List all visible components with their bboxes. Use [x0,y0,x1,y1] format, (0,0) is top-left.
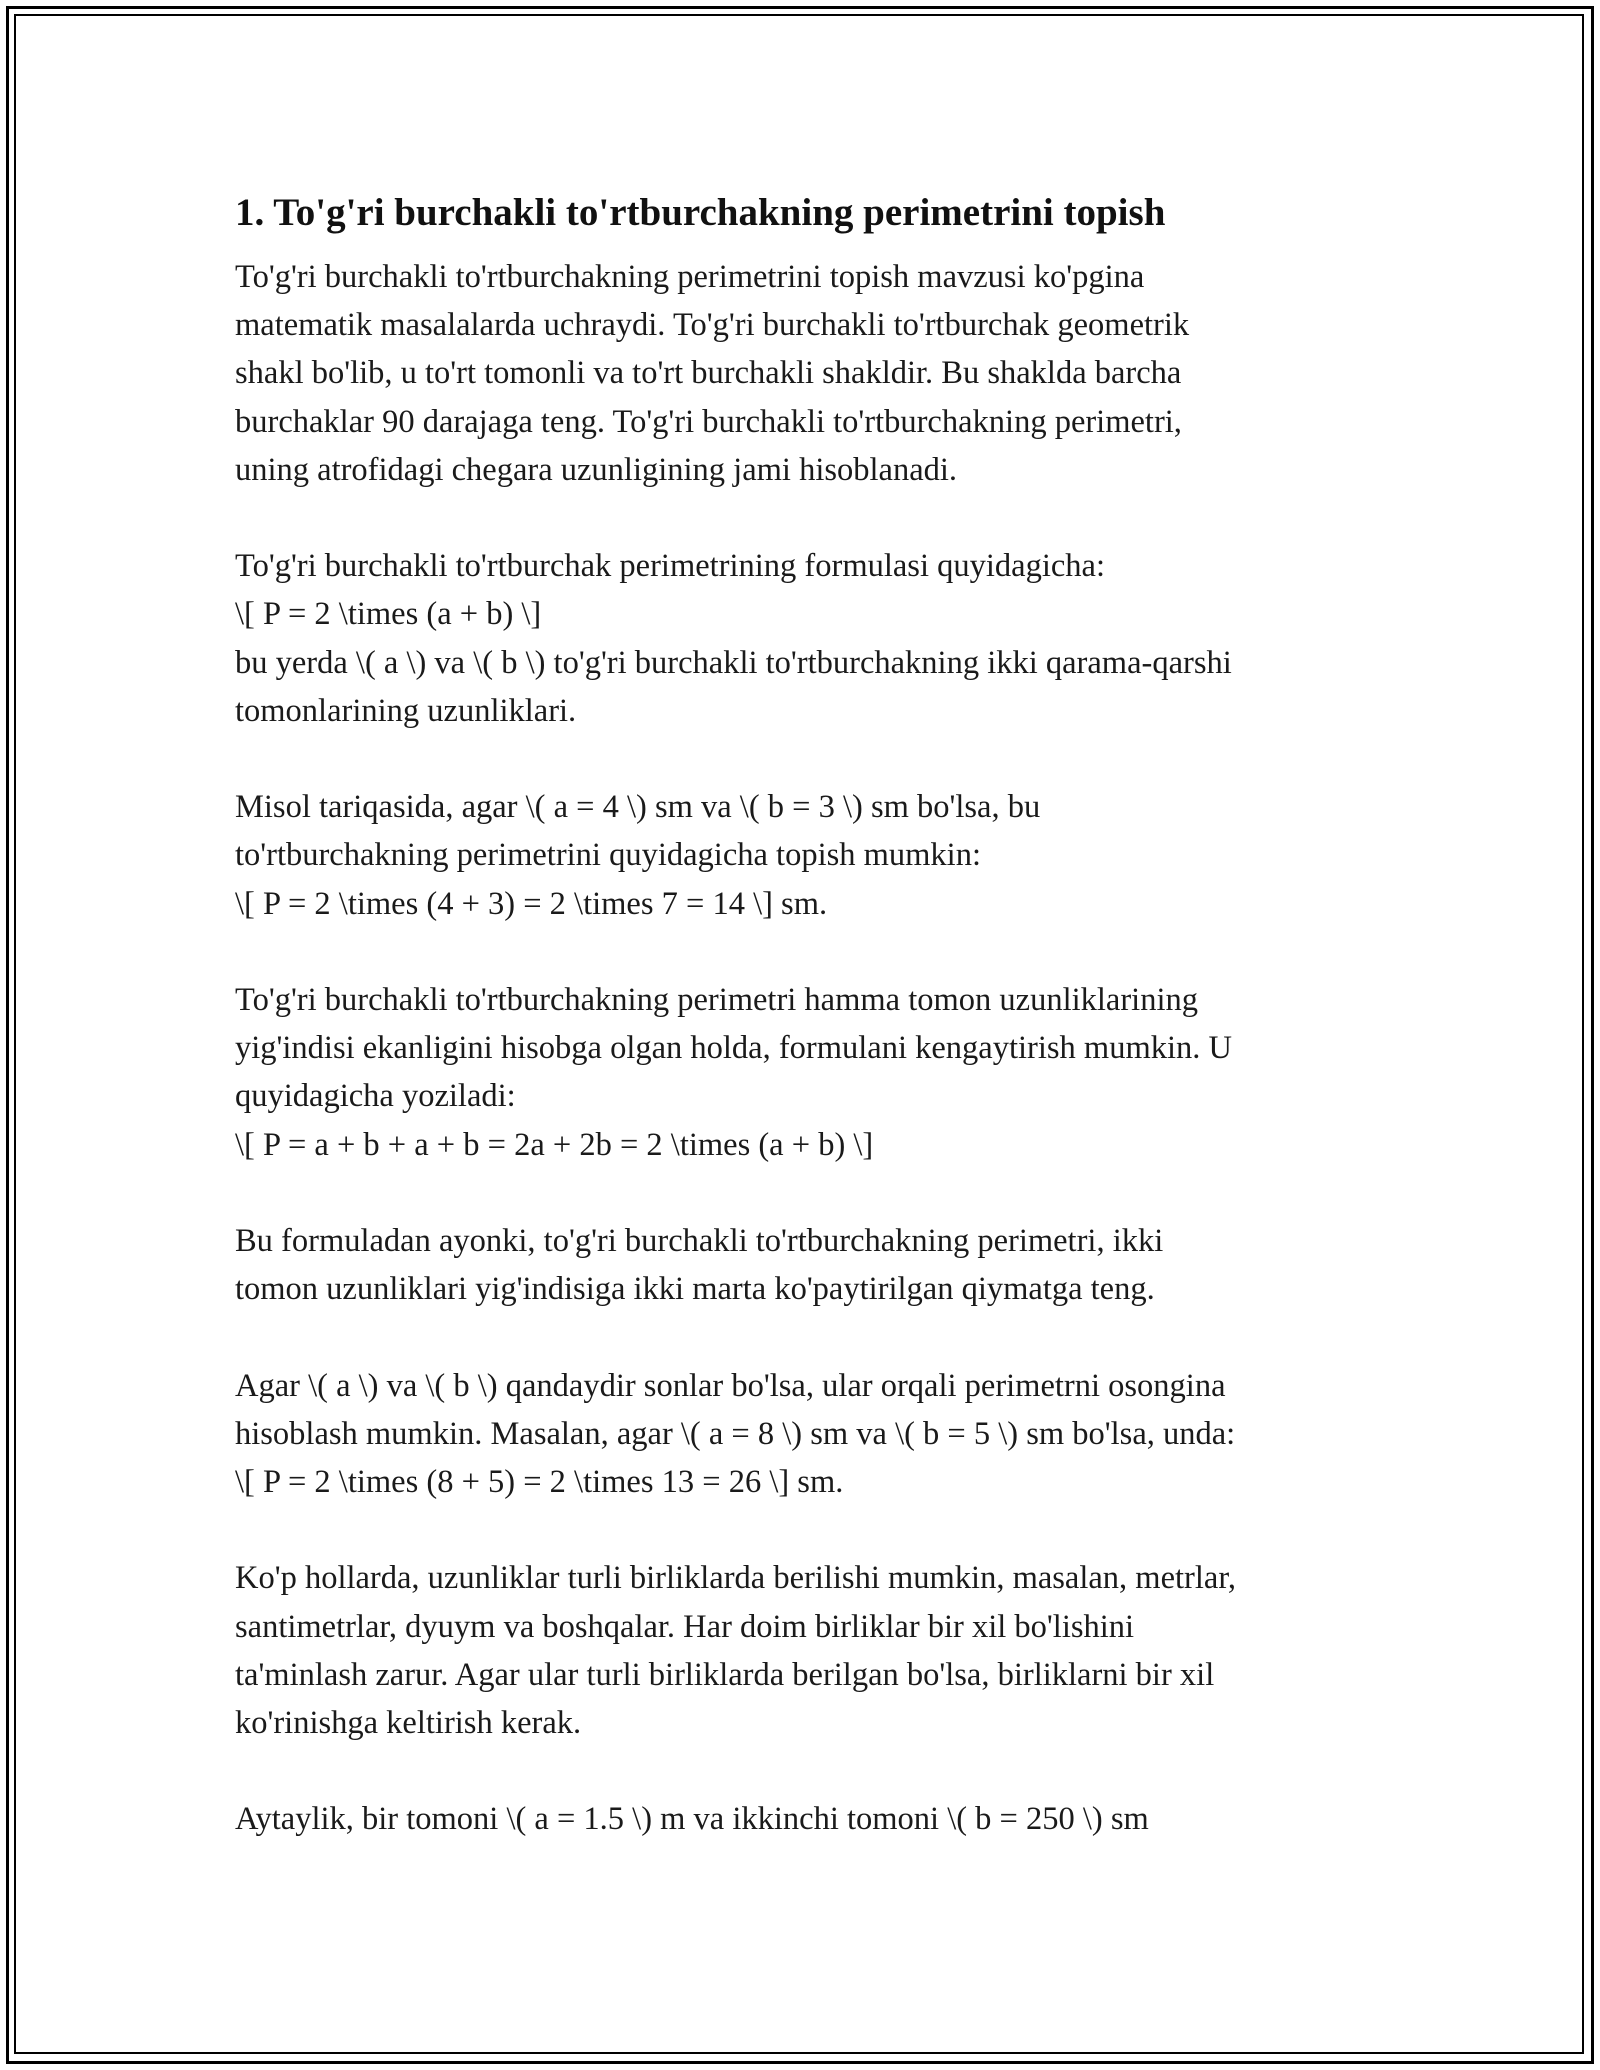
text-line: Misol tariqasida, agar \( a = 4 \) sm va \( b = 3 \) sm bo'lsa, bu [235,789,1041,826]
text-line: ko'rinishga keltirish kerak. [235,1705,582,1741]
document-title: 1. To'g'ri burchakli to'rtburchakning perimetrini topish [235,191,1166,234]
text-line: santimetrlar, dyuym va boshqalar. Har doim birliklar bir xil bo'lishini [235,1608,1135,1645]
text-line: tomonlarining uzunliklari. [235,692,577,729]
text-line: yig'indisi ekanligini hisobga olgan holda, formulani kengaytirish mumkin. U [235,1030,1232,1067]
text-line: To'g'ri burchakli to'rtburchakning perimetrini topish mavzusi ko'pgina [235,259,1145,295]
text-line: Bu formuladan ayonki, to'g'ri burchakli to'rtburchakning perimetri, ikki [235,1223,1164,1259]
paragraph-example-1 [235,783,1385,928]
formula-line: \[ P = 2 \times (a + b) \] [235,596,542,633]
formula-line: \[ P = a + b + a + b = 2a + 2b = 2 \times (a + b) \] [235,1126,874,1163]
formula-line: \[ P = 2 \times (8 + 5) = 2 \times 13 = 26 \] sm. [235,1464,844,1500]
text-line: uning atrofidagi chegara uzunligining jami hisoblanadi. [235,451,958,488]
formula-line: \[ P = 2 \times (4 + 3) = 2 \times 7 = 14 \] sm. [235,885,828,922]
paragraph-formula [235,542,1385,735]
paragraph-expansion [235,976,1385,1169]
paragraph-example-3 [235,1795,1385,1843]
text-line: bu yerda \( a \) va \( b \) to'g'ri burchakli to'rtburchakning ikki qarama-qarshi [235,644,1232,681]
paragraph-example-2 [235,1362,1385,1507]
paragraph-conclusion [235,1217,1385,1313]
text-line: Agar \( a \) va \( b \) qandaydir sonlar bo'lsa, ular orqali perimetrni osongina [235,1367,1226,1404]
text-line: to'rtburchakning perimetrini quyidagicha topish mumkin: [235,837,981,874]
text-line: matematik masalalarda uchraydi. To'g'ri burchakli to'rtburchak geometrik [235,307,1190,344]
document-body [235,185,1385,1892]
text-line: tomon uzunliklari yig'indisiga ikki marta ko'paytirilgan qiymatga teng. [235,1271,1155,1308]
paragraph-units [235,1554,1385,1747]
text-line: burchaklar 90 darajaga teng. To'g'ri burchakli to'rtburchakning perimetri, [235,403,1182,440]
text-line: Ko'p hollarda, uzunliklar turli birliklarda berilishi mumkin, masalan, metrlar, [235,1560,1236,1597]
paragraph-intro [235,253,1385,494]
text-line: shakl bo'lib, u to'rt tomonli va to'rt burchakli shakldir. Bu shaklda barcha [235,355,1182,392]
text-line: To'g'ri burchakli to'rtburchak perimetrining formulasi quyidagicha: [235,548,1105,585]
text-line: To'g'ri burchakli to'rtburchakning perimetri hamma tomon uzunliklarining [235,982,1198,1018]
text-line: Aytaylik, bir tomoni \( a = 1.5 \) m va ikkinchi tomoni \( b = 250 \) sm [235,1801,1149,1838]
text-line: ta'minlash zarur. Agar ular turli birliklarda berilgan bo'lsa, birliklarni bir xil [235,1656,1215,1693]
text-line: hisoblash mumkin. Masalan, agar \( a = 8 \) sm va \( b = 5 \) sm bo'lsa, unda: [235,1415,1236,1452]
text-line: quyidagicha yoziladi: [235,1078,516,1115]
